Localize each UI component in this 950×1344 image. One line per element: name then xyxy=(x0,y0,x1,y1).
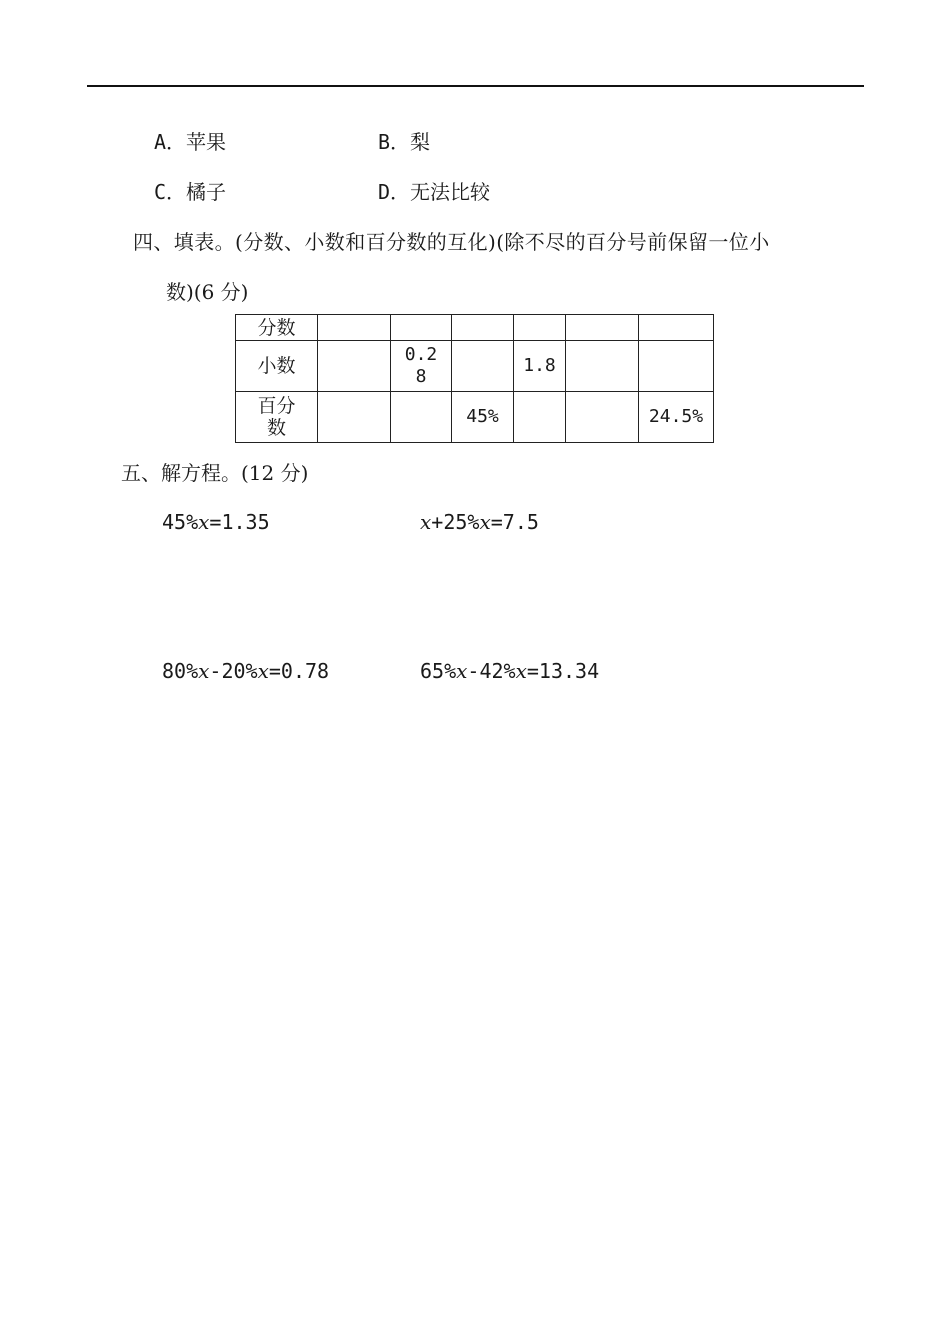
table-cell[interactable] xyxy=(566,315,639,341)
section4-instruction: 四、填表。(分数、小数和百分数的互化)(除不尽的百分号前保留一位小 xyxy=(133,230,770,254)
table-cell[interactable] xyxy=(318,392,391,443)
choice-b: B．梨 xyxy=(378,130,431,154)
table-row xyxy=(236,341,714,392)
row-header-decimal: 小数 xyxy=(236,341,318,392)
table-row xyxy=(236,392,714,443)
table-cell[interactable] xyxy=(566,392,639,443)
equation-4: 65%x-42%x=13.34 xyxy=(420,659,600,683)
equation-1: 45%x=1.35 xyxy=(162,510,270,534)
table-cell: 1.8 xyxy=(514,341,566,392)
choice-c: C．橘子 xyxy=(154,180,227,204)
table-cell: 45% xyxy=(452,392,514,443)
row-header-fraction: 分数 xyxy=(236,315,318,341)
table-cell[interactable] xyxy=(452,315,514,341)
table-cell: 0.2 8 xyxy=(391,341,452,392)
table-cell[interactable] xyxy=(318,341,391,392)
table-cell[interactable] xyxy=(391,315,452,341)
table-cell[interactable] xyxy=(566,341,639,392)
table-cell[interactable] xyxy=(452,341,514,392)
choice-d: D．无法比较 xyxy=(378,180,491,204)
section5-title: 五、解方程。(12 分) xyxy=(121,461,309,485)
table-row xyxy=(236,315,714,341)
conversion-table xyxy=(235,314,714,443)
row-header-percent: 百分 数 xyxy=(236,392,318,443)
header-rule xyxy=(87,85,864,87)
table-cell[interactable] xyxy=(639,341,714,392)
table-cell[interactable] xyxy=(391,392,452,443)
table-cell: 24.5% xyxy=(639,392,714,443)
table-cell[interactable] xyxy=(639,315,714,341)
table-cell[interactable] xyxy=(318,315,391,341)
choice-a: A．苹果 xyxy=(154,130,227,154)
equation-3: 80%x-20%x=0.78 xyxy=(162,659,330,683)
equation-2: x+25%x=7.5 xyxy=(420,510,539,534)
table-cell[interactable] xyxy=(514,315,566,341)
section4-instruction-cont: 数)(6 分) xyxy=(166,280,249,304)
table-cell[interactable] xyxy=(514,392,566,443)
